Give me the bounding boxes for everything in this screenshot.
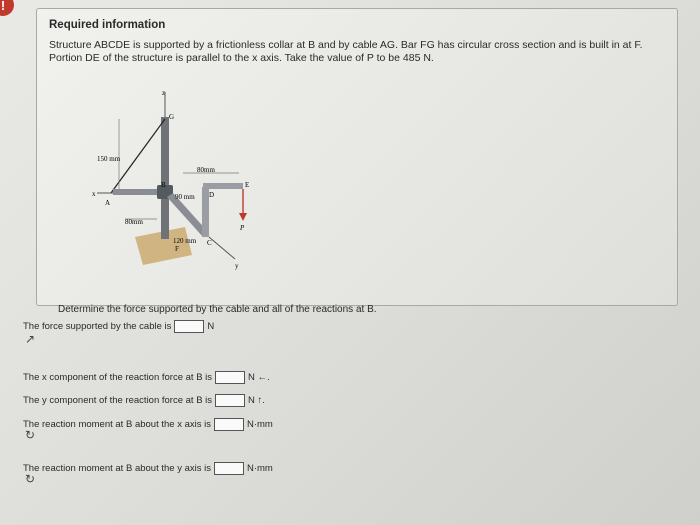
label-F: F	[175, 245, 179, 253]
dim-90: 90 mm	[175, 193, 195, 201]
answer-row-by	[23, 394, 265, 407]
bar-FG	[161, 117, 169, 239]
bx-force-input[interactable]	[215, 371, 245, 384]
answer-row-mx	[23, 418, 273, 431]
member-DE	[203, 183, 243, 189]
direction-arrow-icon: ↗	[25, 332, 36, 346]
answer-unit: N	[207, 321, 215, 332]
dim-80-left: 80mm	[125, 218, 143, 226]
required-information-panel	[36, 8, 678, 315]
answer-row-my	[23, 462, 273, 475]
answer-unit: N ←.	[248, 372, 270, 383]
clockwise-icon: ↻	[25, 428, 36, 442]
label-G: G	[169, 113, 175, 121]
clockwise-icon: ↻	[25, 472, 36, 486]
answer-row-bx	[23, 371, 270, 384]
label-x: x	[92, 190, 96, 198]
by-force-input[interactable]	[215, 394, 245, 407]
problem-statement: Structure ABCDE is supported by a frictionless collar at B and by cable AG. Bar FG has circular cross section and is built in at F. Portion DE of the structure is parallel to the x axis. Take the value of P to be 485 N.	[49, 39, 643, 64]
answer-label: The reaction moment at B about the y axis is	[23, 463, 211, 474]
dim-80-top: 80mm	[197, 166, 215, 174]
answer-label: The force supported by the cable is	[23, 321, 172, 332]
label-C: C	[207, 239, 212, 247]
answer-label: The y component of the reaction force at B is	[23, 395, 213, 406]
answer-unit: N·mm	[246, 463, 273, 474]
y-axis	[209, 237, 235, 259]
alert-icon: !	[0, 0, 14, 16]
load-P-arrowhead	[239, 213, 247, 221]
label-E: E	[245, 181, 250, 189]
dim-120: 120 mm	[173, 237, 197, 245]
answer-label: The x component of the reaction force at B is	[23, 372, 213, 383]
label-D: D	[209, 191, 215, 199]
label-y: y	[235, 262, 239, 270]
label-A: A	[105, 199, 111, 207]
structure-diagram	[57, 87, 267, 277]
label-B: B	[161, 181, 166, 189]
cable-force-input[interactable]	[174, 320, 204, 333]
my-moment-input[interactable]	[214, 462, 244, 475]
question-prompt: Determine the force supported by the cable and all of the reactions at B.	[58, 304, 377, 315]
answer-label: The reaction moment at B about the x axis is	[23, 419, 211, 430]
arm-AB	[113, 189, 163, 195]
label-P: P	[240, 224, 245, 232]
answer-unit: N ↑.	[248, 395, 265, 406]
panel-title: Required information	[49, 19, 166, 31]
answer-row-cable-force	[23, 320, 214, 333]
label-z: z	[162, 89, 166, 97]
mx-moment-input[interactable]	[214, 418, 244, 431]
dim-150: 150 mm	[97, 155, 121, 163]
answer-unit: N·mm	[246, 419, 273, 430]
member-CD	[202, 187, 209, 237]
